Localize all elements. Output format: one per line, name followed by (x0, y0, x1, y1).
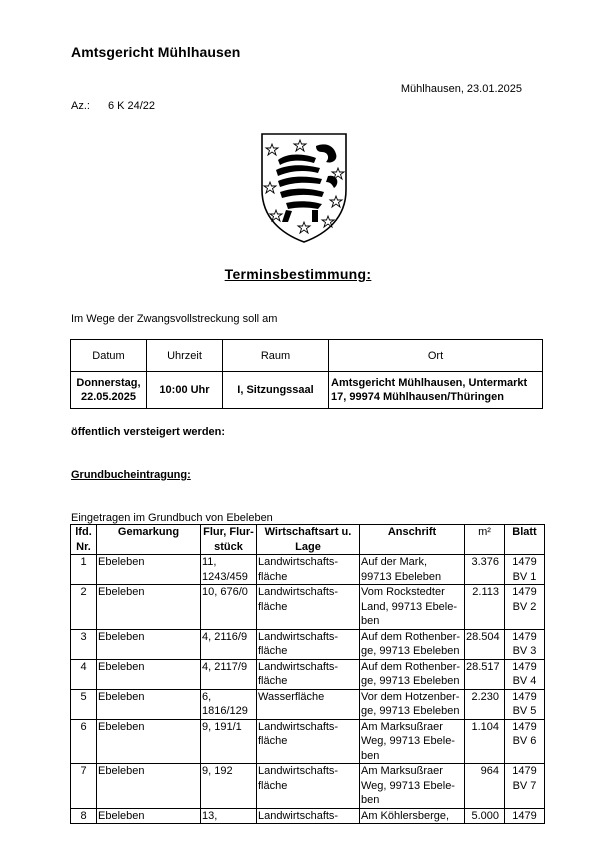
cell-blatt (505, 585, 545, 630)
table-row (71, 719, 545, 764)
header-ort: Ort (329, 340, 543, 372)
cell-flur-line: 9, 192 (202, 765, 233, 777)
cell-raum: I, Sitzungssaal (223, 372, 329, 409)
cell-blatt-line: 1479 (512, 556, 537, 568)
cell-blatt (505, 629, 545, 659)
ort-line2: 17, 99974 Mühlhausen/Thüringen (331, 391, 504, 403)
intro-text: Im Wege der Zwangsvollstreckung soll am (71, 313, 278, 325)
cell-wirt-line: Landwirtschafts- (258, 660, 339, 673)
cell-m2: 5.000 (465, 808, 505, 824)
cell-wirt (257, 555, 360, 585)
cell-anschrift-line: ben (361, 615, 380, 627)
cell-nr: 2 (71, 585, 97, 630)
cell-wirt-line: fläche (258, 570, 288, 583)
cell-nr: 8 (71, 808, 97, 824)
cell-flur-line: 10, 676/0 (202, 586, 248, 598)
header-wirt-line1: Wirtschaftsart u. (264, 526, 352, 538)
cell-uhrzeit: 10:00 Uhr (147, 372, 223, 409)
cell-gemarkung: Ebeleben (97, 689, 201, 719)
cell-gemarkung: Ebeleben (97, 629, 201, 659)
place-date: Mühlhausen, 23.01.2025 (400, 83, 522, 95)
cell-flur (201, 629, 257, 659)
case-reference (71, 100, 155, 112)
cell-m2: 28.504 (465, 629, 505, 659)
cell-anschrift-line: Land, 99713 Ebele- (361, 600, 458, 613)
cell-flur-line: 4, 2117/9 (202, 660, 248, 673)
cell-flur (201, 808, 257, 824)
cell-flur (201, 555, 257, 585)
cell-nr: 4 (71, 659, 97, 689)
cell-wirt-line: Landwirtschafts- (258, 586, 339, 598)
cell-anschrift-line: ge, 99713 Ebeleben (361, 645, 460, 657)
header-anschrift: Anschrift (360, 525, 465, 555)
cell-flur-line: 13, (202, 809, 218, 822)
header-flur-line2: stück (214, 540, 243, 553)
cell-m2: 2.113 (465, 585, 505, 630)
cell-blatt-line: BV 3 (512, 645, 537, 657)
grundbuch-intro: Eingetragen im Grundbuch von Ebeleben (71, 512, 273, 524)
header-flur (201, 525, 257, 555)
cell-anschrift-line: ben (361, 794, 380, 806)
cell-flur-line: 4, 2116/9 (202, 630, 248, 643)
cell-nr: 7 (71, 764, 97, 809)
cell-anschrift (360, 659, 465, 689)
cell-anschrift-line: Weg, 99713 Ebele- (361, 779, 455, 792)
cell-wirt-line: Landwirtschafts- (258, 809, 339, 822)
header-raum: Raum (223, 340, 329, 372)
cell-blatt-line: BV 7 (512, 779, 537, 792)
header-wirt-line2: Lage (295, 540, 321, 553)
cell-wirt-line: fläche (258, 735, 288, 747)
datum-line1: Donnerstag, (76, 377, 141, 389)
cell-flur (201, 719, 257, 764)
cell-flur (201, 585, 257, 630)
header-m2: m² (465, 525, 505, 555)
property-rows (71, 555, 545, 824)
cell-anschrift-line: Auf dem Rothenber- (361, 630, 461, 643)
cell-m2: 1.104 (465, 719, 505, 764)
table-row (71, 659, 545, 689)
cell-wirt-line: Landwirtschafts- (258, 720, 339, 733)
cell-wirt (257, 659, 360, 689)
cell-anschrift (360, 808, 465, 824)
auction-table (70, 339, 543, 409)
cell-anschrift (360, 689, 465, 719)
cell-m2: 3.376 (465, 555, 505, 585)
table-row (71, 585, 545, 630)
cell-blatt-line: BV 6 (512, 735, 537, 747)
table-row (71, 764, 545, 809)
cell-blatt-line: BV 5 (512, 705, 537, 717)
cell-flur-line: 1243/459 (202, 570, 248, 583)
cell-anschrift-line: Am Marksußraer (361, 720, 443, 733)
cell-blatt-line: 1479 (512, 765, 537, 777)
header-lfd-line2: Nr. (76, 540, 91, 553)
cell-blatt-line: 1479 (512, 660, 537, 673)
cell-gemarkung: Ebeleben (97, 808, 201, 824)
datum-line2: 22.05.2025 (80, 391, 137, 403)
cell-blatt-line: 1479 (512, 809, 537, 822)
header-datum: Datum (71, 340, 147, 372)
cell-flur-line: 11, (202, 556, 217, 568)
property-header-row (71, 525, 545, 555)
cell-flur (201, 689, 257, 719)
cell-gemarkung: Ebeleben (97, 719, 201, 764)
header-lfd-nr (71, 525, 97, 555)
cell-nr: 6 (71, 719, 97, 764)
cell-nr: 1 (71, 555, 97, 585)
cell-m2: 2.230 (465, 689, 505, 719)
cell-m2: 28.517 (465, 659, 505, 689)
cell-anschrift-line: ge, 99713 Ebeleben (361, 675, 460, 687)
cell-wirt (257, 719, 360, 764)
cell-anschrift-line: Weg, 99713 Ebele- (361, 735, 455, 747)
document-title: Terminsbestimmung: (224, 266, 372, 282)
case-reference-value: 6 K 24/22 (107, 100, 156, 112)
property-table (70, 524, 545, 824)
thuringia-coat-of-arms-icon (256, 130, 352, 244)
cell-gemarkung: Ebeleben (97, 659, 201, 689)
cell-wirt (257, 629, 360, 659)
ort-line1: Amtsgericht Mühlhausen, Untermarkt (331, 377, 528, 389)
cell-anschrift-line: Vom Rockstedter (361, 586, 445, 598)
header-flur-line1: Flur, Flur- (203, 526, 254, 538)
cell-nr: 5 (71, 689, 97, 719)
cell-wirt (257, 689, 360, 719)
auction-header-row (71, 340, 543, 372)
cell-blatt (505, 689, 545, 719)
header-lfd-line1: lfd. (75, 526, 92, 538)
cell-blatt (505, 555, 545, 585)
auction-statement: öffentlich versteigert werden: (71, 426, 226, 438)
header-gemarkung: Gemarkung (97, 525, 201, 555)
table-row (71, 808, 545, 824)
table-row (71, 629, 545, 659)
cell-blatt (505, 764, 545, 809)
cell-anschrift-line: Am Marksußraer (361, 765, 443, 777)
cell-wirt (257, 808, 360, 824)
cell-anschrift (360, 719, 465, 764)
cell-anschrift-line: ben (361, 749, 380, 762)
cell-m2: 964 (465, 764, 505, 809)
cell-ort (329, 372, 543, 409)
cell-wirt-line: fläche (258, 645, 288, 657)
section-heading-grundbuch: Grundbucheintragung: (71, 469, 191, 481)
table-row (71, 555, 545, 585)
cell-blatt-line: 1479 (512, 720, 537, 733)
cell-anschrift (360, 629, 465, 659)
cell-blatt-line: 1479 (512, 586, 537, 598)
court-name: Amtsgericht Mühlhausen (71, 44, 241, 60)
cell-gemarkung: Ebeleben (97, 585, 201, 630)
header-blatt: Blatt (505, 525, 545, 555)
cell-wirt-line: fläche (258, 675, 288, 687)
cell-wirt (257, 585, 360, 630)
cell-wirt-line: fläche (258, 600, 288, 613)
cell-anschrift-line: Vor dem Hotzenber- (361, 690, 460, 703)
cell-nr: 3 (71, 629, 97, 659)
cell-blatt (505, 719, 545, 764)
cell-anschrift-line: Am Köhlersberge, (361, 809, 450, 822)
cell-blatt (505, 808, 545, 824)
header-wirtschaftsart (257, 525, 360, 555)
cell-anschrift-line: Auf der Mark, (361, 556, 428, 568)
cell-flur (201, 764, 257, 809)
cell-anschrift (360, 555, 465, 585)
cell-anschrift-line: Auf dem Rothenber- (361, 660, 461, 673)
cell-flur (201, 659, 257, 689)
cell-wirt-line: fläche (258, 779, 288, 792)
cell-blatt (505, 659, 545, 689)
cell-gemarkung: Ebeleben (97, 764, 201, 809)
cell-anschrift-line: ge, 99713 Ebeleben (361, 705, 460, 717)
cell-wirt-line: Wasserfläche (258, 690, 325, 703)
cell-wirt-line: Landwirtschafts- (258, 765, 339, 777)
case-reference-label: Az.: (71, 100, 90, 112)
cell-blatt-line: BV 2 (512, 600, 537, 613)
cell-blatt-line: 1479 (512, 690, 537, 703)
cell-blatt-line: 1479 (512, 630, 537, 643)
cell-anschrift (360, 764, 465, 809)
cell-gemarkung: Ebeleben (97, 555, 201, 585)
auction-row (71, 372, 543, 409)
cell-wirt-line: Landwirtschafts- (258, 630, 339, 643)
cell-blatt-line: BV 4 (512, 675, 537, 687)
cell-wirt (257, 764, 360, 809)
cell-anschrift-line: 99713 Ebeleben (361, 570, 442, 583)
cell-blatt-line: BV 1 (512, 570, 537, 583)
header-uhrzeit: Uhrzeit (147, 340, 223, 372)
cell-datum (71, 372, 147, 409)
cell-flur-line: 1816/129 (202, 705, 248, 717)
cell-wirt-line: Landwirtschafts- (258, 556, 339, 568)
table-row (71, 689, 545, 719)
cell-anschrift (360, 585, 465, 630)
cell-flur-line: 6, (202, 690, 212, 703)
cell-flur-line: 9, 191/1 (202, 720, 242, 733)
